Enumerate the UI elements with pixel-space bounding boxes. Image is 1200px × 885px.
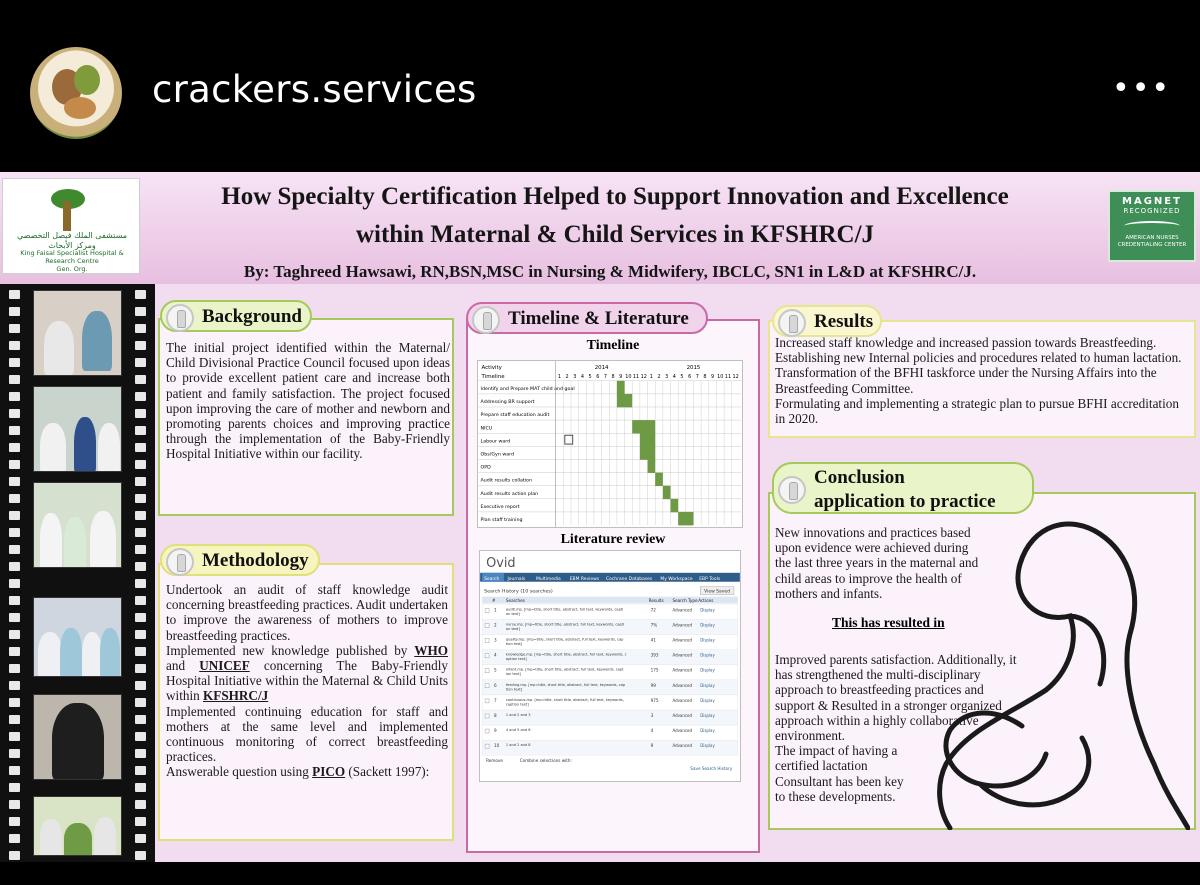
film-photo-frame [33,482,122,568]
leaf-icon [1124,221,1180,231]
baby-bottle-icon [778,309,806,337]
ovid-search-history-screenshot [479,550,741,782]
methodology-text: Undertook an audit of staff knowledge audit concerning breastfeeding practices. Audit undertaken to improve the awareness of mothers to improve breastfeeding practices. Implemented new knowledge published by WHO and UNICEF concerning The Baby-Friendly Hospital Initiative within the Maternal & Child Units within KFSHRC/J Implemented continuing education for staff and mothers at the same level and implemented continuous monitoring of correct breastfeeding practices. Answerable question using PICO (Sackett 1997): [166,582,448,780]
gantt-month-label: 2 [565,373,569,380]
ovid-row-checkbox [485,699,489,703]
magnet-recognized-logo [1108,190,1196,262]
film-sprocket-hole [135,732,146,741]
gantt-month-label: 4 [672,373,676,380]
film-sprocket-hole [135,460,146,469]
ovid-row-type: Advanced [672,622,692,628]
magnet-logo-text: MAGNET [1122,196,1182,207]
ovid-row-search-cont: on text] [505,611,520,616]
film-sprocket-hole [9,494,20,503]
photo-person-figure [100,628,120,677]
ovid-row-type: Advanced [672,682,692,688]
film-sprocket-hole [135,613,146,622]
timeline-literature-heading: Timeline & Literature [466,302,708,334]
film-sprocket-hole [135,477,146,486]
results-line: Formulating and implementing a strategic plan to pursue BFHI accreditation in 2020. [775,395,1179,427]
ovid-row-number: 6 [494,682,497,688]
ovid-row-search: 4 and 5 and 6 [505,728,531,733]
avatar-nut-shape [74,65,100,95]
background-heading: Background [160,300,312,332]
film-sprocket-hole [135,324,146,333]
gantt-bar [640,433,655,447]
ovid-row-action: Display [700,728,715,734]
film-sprocket-hole [9,511,20,520]
timeline-title: Timeline [586,338,640,353]
film-sprocket-hole [135,596,146,605]
film-sprocket-hole [135,545,146,554]
conclusion-heading-line: Conclusion [814,467,905,488]
ovid-row-action: Display [700,697,715,703]
film-sprocket-hole [135,664,146,673]
ovid-row-search: quality.mp. [mp=title, short title, abstract, full text, keywords, cap [505,637,624,642]
palm-trunk-icon [63,201,71,231]
ovid-row-search-cont: tion text] [505,642,523,647]
gantt-bar [671,499,679,513]
gantt-month-label: 6 [596,373,600,380]
ovid-row-number: 2 [494,622,497,628]
gantt-month-label: 9 [711,373,715,380]
film-sprocket-hole [135,290,146,299]
gantt-month-label: 9 [619,373,623,380]
baby-bottle-icon [166,548,194,576]
baby-bottle-icon [472,306,500,334]
film-sprocket-hole [135,426,146,435]
film-sprocket-hole [135,834,146,843]
ovid-col-header: Actions [698,598,714,604]
poster-title-line: How Specialty Certification Helped to Support Innovation and Excellence [221,183,1009,210]
ovid-row-checkbox [485,744,489,748]
ovid-row-search: nurse.mp. [mp=title, short title, abstract, full text, keywords, capti [505,622,625,627]
ovid-row-action: Display [700,622,715,628]
film-sprocket-hole [135,800,146,809]
gantt-month-label: 8 [611,373,615,380]
ovid-row-type: Advanced [672,637,692,643]
film-sprocket-hole [9,664,20,673]
film-sprocket-hole [135,528,146,537]
ovid-row-results: 975 [650,697,659,703]
photo-person-figure [82,311,112,371]
gantt-activity-label: NICU [480,426,493,432]
gantt-bar [617,381,625,395]
methodology-heading: Methodology [160,544,320,576]
conclusion-heading [772,462,1034,514]
film-sprocket-hole [9,375,20,384]
film-sprocket-hole [135,375,146,384]
ovid-save-history-label: Save Search History [690,766,733,772]
gantt-bar [663,486,671,500]
photo-person-figure [82,632,102,677]
ovid-row-type: Advanced [672,667,692,673]
ovid-row-search: 1 and 2 and 8 [505,743,531,748]
film-sprocket-hole [9,460,20,469]
gantt-activity-label: Audit results collation [480,478,532,484]
results-line: Transformation of the BFHI taskforce under the Nursing Affairs into the Breastfeeding Committee. [775,365,1157,396]
avatar-nut-shape [64,97,96,119]
photo-person-figure [94,817,116,856]
poster-authors: By: Taghreed Hawsawi, RN,BSN,MSC in Nursing & Midwifery, IBCLC, SN1 in L&D at KFSHRC/J. [243,262,977,281]
ovid-row-results: 99 [650,682,656,688]
ovid-col-header: # [492,598,496,604]
film-sprocket-hole [9,817,20,826]
ovid-row-search: infant.mp. [mp=title, short title, abstract, full text, keywords, capt [505,667,624,672]
ovid-row-search: 1 and 2 and 3 [505,712,531,717]
conclusion-text-1: New innovations and practices based upon evidence were achieved during the last three years in the maternal and child areas to improve the health of mothers and infants. [775,525,979,601]
ovid-row-checkbox [485,669,489,673]
ovid-row-action: Display [700,682,715,688]
film-sprocket-hole [9,732,20,741]
baby-bottle-icon [166,304,194,332]
photo-person-figure [64,517,86,568]
photo-person-figure [52,703,104,780]
film-sprocket-hole [135,783,146,792]
timeline-gantt-chart [477,360,743,528]
film-sprocket-hole [9,562,20,571]
conclusion-paragraph: The impact of having a certified lactation Consultant has been key to these developments. [775,743,904,804]
photo-person-figure [90,511,116,568]
photo-film-strip [0,284,155,862]
poster-title-bar [0,172,1200,284]
conclusion-subheading: This has resulted in [832,615,945,630]
ovid-row-number: 9 [494,728,497,734]
ovid-nav-item: Cochrane Databases [606,576,653,582]
gantt-timeline-header: Timeline [481,373,505,380]
photo-person-figure [40,819,62,856]
ovid-row-results: 175 [650,667,659,673]
film-photo-frame [33,290,122,376]
film-sprocket-hole [9,477,20,486]
photo-person-figure [64,823,92,856]
ovid-row-results: 9 [650,743,654,749]
ovid-row-results: 4 [650,728,654,734]
background-text: The initial project identified within the Maternal/ Child Divisional Practice Council focused upon ideas to provide excellent patient care and increase both patient and family satisfaction. The project focused upon improving the care of mother and newborn and promoting parents choices and improving practice through the implementation of the Baby-Friendly Hospital Initiative within our facility. [166,340,450,462]
conclusion-paragraph: Improved parents satisfaction. Additionally, it has strengthened the multi-disciplinary approach to breastfeeding practices and support & Resulted in a stronger organized approach within a highly collaborative environment. [775,652,1017,744]
photo-person-figure [40,423,66,472]
account-username[interactable]: crackers.services [152,68,477,111]
ovid-row-number: 1 [494,607,497,613]
ovid-row-search-cont: ion text] [505,672,521,677]
post-header [0,0,1200,172]
gantt-month-label: 1 [649,373,653,380]
results-text [775,335,1191,426]
ovid-row-action: Display [700,743,715,749]
ovid-col-header: Searches [505,598,525,604]
gantt-month-label: 6 [688,373,692,380]
gantt-activity-label: Plan staff training [480,518,523,524]
ovid-row-checkbox [485,684,489,688]
film-photo-frame [33,386,122,472]
results-line: Increased staff knowledge and increased passion towards Breastfeeding. [775,335,1157,350]
gantt-month-label: 11 [724,373,732,380]
ovid-row-action: Display [700,652,715,658]
gantt-small-marker [565,435,573,444]
ovid-nav-item: EBP Tools [699,576,721,582]
gantt-year-label: 2014 [594,364,609,371]
ovid-col-header: Results [648,598,664,604]
kfshrc-link-text: KFSHRC/J [203,688,269,704]
ovid-row-results: 3 [650,712,654,718]
conclusion-text-2 [775,652,1020,804]
ovid-row-action: Display [700,637,715,643]
ovid-nav-item: Journals [507,576,526,582]
photo-person-figure [60,628,82,677]
ovid-row-number: 4 [494,652,497,658]
ovid-row-action: Display [700,712,715,718]
photo-person-figure [98,423,120,472]
poster-title [150,178,1080,254]
film-sprocket-hole [135,443,146,452]
film-sprocket-hole [9,392,20,401]
ovid-row-search-cont: on text] [505,627,520,632]
results-line: Establishing new Internal policies and procedures related to human lactation. [775,350,1182,366]
gantt-year-label: 2015 [686,364,701,371]
gantt-month-label: 8 [703,373,707,380]
film-sprocket-hole [135,562,146,571]
gantt-month-label: 11 [632,373,640,380]
ovid-nav-item: EBM Reviews [569,576,600,582]
gantt-bar [632,420,655,434]
magnet-logo-text: RECOGNIZED [1123,207,1181,215]
gantt-bar [678,512,693,526]
film-sprocket-hole [9,579,20,588]
ovid-search-history-label: Search History (10 searches) [484,589,553,595]
ovid-row-number: 8 [494,712,497,718]
film-sprocket-hole [135,698,146,707]
film-sprocket-hole [135,766,146,775]
gantt-month-label: 5 [588,373,592,380]
film-sprocket-hole [135,341,146,350]
ovid-row-type: Advanced [672,607,692,613]
gantt-bar [640,446,655,460]
poster-title-line: within Maternal & Child Services in KFSHRC/J [355,221,875,248]
ovid-row-search: continuous.mp. [mp=title, short title, abstract, full text, keywords, [505,697,624,702]
gantt-month-label: 5 [680,373,684,380]
film-sprocket-hole [9,307,20,316]
ovid-row-type: Advanced [672,728,692,734]
gantt-activity-label: Obs/Gyn ward [480,452,514,458]
film-sprocket-hole [135,579,146,588]
ovid-row-type: Advanced [672,712,692,718]
film-sprocket-hole [135,630,146,639]
gantt-bar [655,473,663,487]
gantt-month-label: 10 [717,373,724,380]
film-sprocket-hole [9,715,20,724]
film-sprocket-hole [135,647,146,656]
film-sprocket-hole [135,307,146,316]
film-sprocket-hole [135,715,146,724]
hospital-logo [2,178,140,274]
film-photo-frame [33,597,122,677]
ovid-row-checkbox [485,609,489,613]
ovid-row-checkbox [485,639,489,643]
ovid-row-checkbox [485,714,489,718]
film-sprocket-hole [9,358,20,367]
ovid-row-results: 393 [650,652,659,658]
ovid-nav-item: Search [484,576,500,582]
gantt-activity-label: Addressing BR support [480,400,535,406]
film-sprocket-hole [9,800,20,809]
gantt-month-label: 3 [665,373,669,380]
gantt-activity-label: OPD [480,465,491,471]
gantt-month-label: 12 [732,373,739,380]
photo-person-figure [44,321,74,375]
film-sprocket-hole [135,817,146,826]
film-sprocket-hole [9,426,20,435]
photo-person-figure [40,513,62,568]
unicef-link-text: UNICEF [199,658,250,674]
film-sprocket-hole [9,613,20,622]
ovid-row-number: 3 [494,637,497,643]
who-link-text: WHO [414,642,448,658]
film-sprocket-hole [9,324,20,333]
film-photo-frame [33,796,122,856]
ovid-row-search: audit.mp. [mp=title, short title, abstract, full text, keywords, capti [505,607,624,612]
gantt-activity-label: Prepare staff education audit [480,413,550,419]
results-heading: Results [772,305,882,337]
more-options-icon[interactable]: ••• [1112,71,1172,106]
film-sprocket-hole [9,766,20,775]
ovid-logo: Ovid [486,555,516,571]
film-sprocket-hole [9,698,20,707]
ovid-view-saved-label: View Saved [704,589,730,595]
gantt-month-label: 3 [573,373,577,380]
gantt-activity-label: Labour ward [480,439,511,445]
ovid-row-results: 7% [650,622,658,628]
magnet-logo-text: AMERICAN NURSES CREDENTIALING CENTER [1117,235,1187,248]
gantt-bar [648,459,656,473]
ovid-nav-item: My Workspace [660,576,693,582]
photo-person-figure [38,632,62,677]
photo-person-figure [74,417,96,472]
film-sprocket-hole [135,358,146,367]
film-sprocket-hole [9,290,20,299]
ovid-row-action: Display [700,607,715,613]
literature-review-title: Literature review [560,532,666,547]
ovid-row-search: knowledge.mp. [mp=title, short title, abstract, full text, keywords, c [505,652,627,657]
film-sprocket-hole [9,545,20,554]
ovid-combine-label: Combine selections with: [519,758,572,764]
gantt-month-label: 12 [640,373,647,380]
poster-image [0,172,1200,862]
ovid-row-type: Advanced [672,652,692,658]
conclusion-heading-line: application to practice [814,491,996,512]
ovid-row-action: Display [700,667,715,673]
gantt-month-label: 4 [580,373,585,380]
baby-bottle-icon [778,476,806,504]
film-sprocket-hole [135,494,146,503]
gantt-month-label: 7 [695,373,699,380]
film-sprocket-hole [9,647,20,656]
film-sprocket-hole [9,851,20,860]
ovid-row-checkbox [485,624,489,628]
ovid-row-number: 10 [494,743,500,749]
gantt-month-label: 10 [625,373,632,380]
film-sprocket-hole [135,681,146,690]
ovid-row-search: feeding.mp. [mp=title, short title, abstract, full text, keywords, cap [505,682,626,687]
ovid-nav-item: Multimedia [536,576,561,582]
gantt-month-label: 7 [603,373,608,380]
film-sprocket-hole [135,409,146,418]
film-sprocket-hole [9,443,20,452]
ovid-row-search-cont: tion text] [505,687,523,692]
gantt-activity-header: Activity [481,364,502,371]
ovid-remove-label: Remove [486,758,503,764]
film-sprocket-hole [9,749,20,758]
gantt-activity-label: Audit results action plan [480,491,539,497]
gantt-activity-label: Identify and Prepare MAT child and goal [480,386,575,392]
ovid-row-search-cont: caption text] [505,702,529,707]
hospital-logo-arabic: مستشفى الملك فيصل التخصصي ومركز الأبحاث [16,231,127,250]
film-sprocket-hole [135,749,146,758]
ovid-row-results: 72 [650,607,656,613]
ovid-row-checkbox [485,729,489,733]
film-photo-frame [33,694,122,780]
ovid-row-number: 7 [494,697,497,703]
film-sprocket-hole [9,596,20,605]
film-sprocket-hole [9,783,20,792]
gantt-month-label: 1 [557,373,562,380]
film-sprocket-hole [135,392,146,401]
ovid-row-search-cont: aption text] [505,657,527,662]
ovid-row-results: 41 [650,637,656,643]
hospital-logo-english: King Faisal Specialist Hospital & Research Centre Gen. Org. [20,249,124,273]
ovid-row-type: Advanced [672,743,692,749]
gantt-activity-label: Executive report [480,504,520,510]
ovid-row-checkbox [485,654,489,658]
account-avatar[interactable] [30,47,122,139]
film-sprocket-hole [9,341,20,350]
film-sprocket-hole [9,681,20,690]
film-sprocket-hole [9,409,20,418]
film-sprocket-hole [9,528,20,537]
gantt-bar [617,394,632,408]
film-sprocket-hole [135,511,146,520]
pico-link-text: PICO [312,764,346,780]
film-sprocket-hole [135,851,146,860]
ovid-row-number: 5 [494,667,497,673]
ovid-row-type: Advanced [672,697,692,703]
film-sprocket-hole [9,630,20,639]
film-sprocket-hole [9,834,20,843]
ovid-col-header: Search Type [672,598,698,604]
gantt-month-label: 2 [657,373,661,380]
